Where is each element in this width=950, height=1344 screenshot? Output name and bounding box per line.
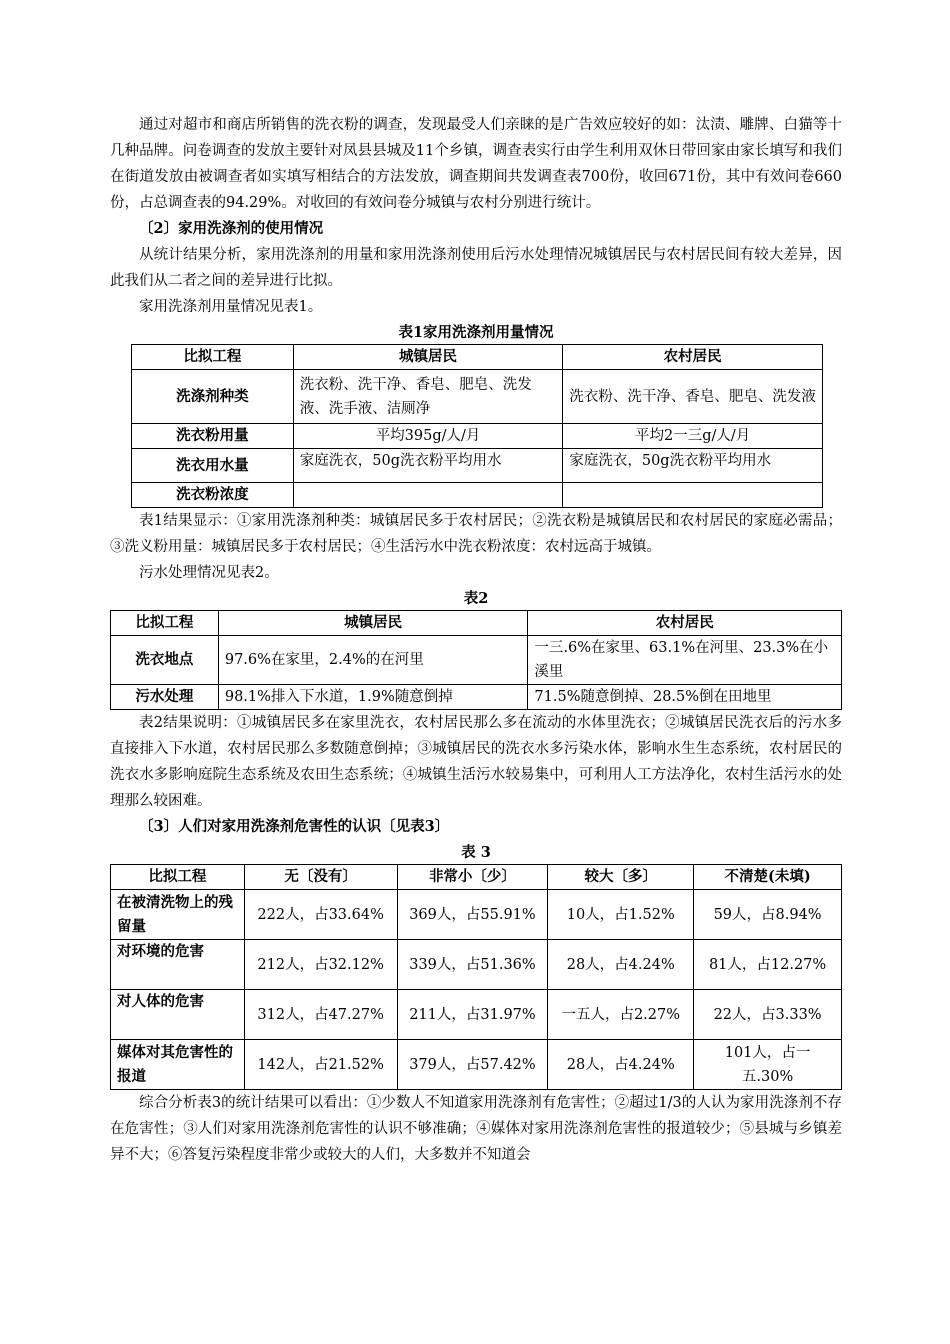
table-row [111, 636, 842, 685]
table-cell: 369人，占55.91% [397, 890, 548, 940]
table-1-result: 表1结果显示：①家用洗涤剂种类：城镇居民多于农村居民；②洗衣粉是城镇居民和农村居民的家庭必需品；③洗义粉用量：城镇居民多于农村居民；④生活污水中洗衣粉浓度：农村远高于城镇。 [110, 513, 842, 555]
table-cell: 81人，占12.27% [694, 940, 842, 990]
table-cell [563, 483, 823, 508]
table-cell: 379人，占57.42% [397, 1040, 548, 1090]
table-row [132, 449, 823, 483]
row-label: 在被清洗物上的残留量 [111, 890, 245, 940]
table-header: 农村居民 [528, 611, 842, 636]
table-cell: 洗衣粉、洗干净、香皂、肥皂、洗发液、洗手液、洁厕净 [293, 370, 563, 424]
table-3-result: 综合分析表3的统计结果可以看出：①少数人不知道家用洗涤剂有危害性；②超过1/3的人认为家用洗涤剂不存在危害性；③人们对家用洗涤剂危害性的认识不够准确；④媒体对家用洗涤剂危害性的报道较少；⑤县城与乡镇差异不大；⑥答复污染程度非常少或较大的人们，大多数并不知道会 [110, 1095, 842, 1163]
section-2-heading: 〔2〕家用洗涤剂的使用情况 [139, 220, 324, 237]
table-header: 城镇居民 [293, 345, 563, 370]
intro-paragraph: 通过对超市和商店所销售的洗衣粉的调查，发现最受人们亲睐的是广告效应较好的如：汰渍、雕牌、白猫等十几种品牌。问卷调查的发放主要针对凤县县城及11个乡镇，调查表实行由学生利用双休日带回家由家长填写和我们在街道发放由被调查者如实填写相结合的方法发放，调查期间共发调查表700份，收回671份，其中有效问卷660份，占总调查表的94.29%。对收回的有效问卷分城镇与农村分别进行统计。 [110, 117, 842, 211]
table-cell: 339人，占51.36% [397, 940, 548, 990]
table-3 [110, 864, 842, 1090]
table-1-reference: 家用洗涤剂用量情况见表1。 [139, 299, 323, 315]
row-label: 洗涤剂种类 [132, 370, 294, 424]
table-row [132, 370, 823, 424]
table-cell: 10人，占1.52% [548, 890, 694, 940]
table-cell [293, 483, 563, 508]
table-cell: 97.6%在家里，2.4%的在河里 [218, 636, 528, 685]
row-label: 媒体对其危害性的报道 [111, 1040, 245, 1090]
table-header: 比拟工程 [111, 865, 245, 890]
table-2-caption: 表2 [463, 590, 489, 607]
document-page [110, 112, 842, 1168]
table-header: 城镇居民 [218, 611, 528, 636]
row-label: 洗衣粉浓度 [132, 483, 294, 508]
table-2-result: 表2结果说明：①城镇居民多在家里洗衣，农村居民那么多在流动的水体里洗衣；②城镇居民洗衣后的污水多直接排入下水道，农村居民那么多数随意倒掉；③城镇居民的洗衣水多污染水体，影响水生生态系统，农村居民的洗衣水多影响庭院生态系统及农田生态系统；④城镇生活污水较易集中，可利用人工方法净化，农村生活污水的处理那么较困难。 [110, 715, 842, 809]
table-row [132, 483, 823, 508]
table-header: 非常小〔少〕 [397, 865, 548, 890]
table-1 [131, 344, 823, 508]
table-cell: 一五人，占2.27% [548, 990, 694, 1040]
table-cell: 一三.6%在家里、63.1%在河里、23.3%在小溪里 [528, 636, 842, 685]
table-header: 不清楚(未填) [694, 865, 842, 890]
table-row [132, 424, 823, 449]
table-cell: 98.1%排入下水道，1.9%随意倒掉 [218, 685, 528, 710]
table-cell: 平均395g/人/月 [293, 424, 563, 449]
table-header: 较大〔多〕 [548, 865, 694, 890]
table-cell: 家庭洗衣，50g洗衣粉平均用水 [293, 449, 563, 483]
table-cell: 101人，占一五.30% [694, 1040, 842, 1090]
row-label: 对环境的危害 [111, 940, 245, 990]
table-cell: 211人，占31.97% [397, 990, 548, 1040]
table-header: 农村居民 [563, 345, 823, 370]
section-2-paragraph: 从统计结果分析，家用洗涤剂的用量和家用洗涤剂使用后污水处理情况城镇居民与农村居民间有较大差异，因此我们从二者之间的差异进行比拟。 [110, 247, 842, 289]
table-row [111, 990, 842, 1040]
table-cell: 222人，占33.64% [244, 890, 397, 940]
table-2 [110, 610, 842, 710]
table-cell: 家庭洗衣，50g洗衣粉平均用水 [563, 449, 823, 483]
table-row [132, 345, 823, 370]
row-label: 洗衣地点 [111, 636, 219, 685]
table-row [111, 611, 842, 636]
table-cell: 312人，占47.27% [244, 990, 397, 1040]
table-header: 比拟工程 [111, 611, 219, 636]
table-1-caption: 表1家用洗涤剂用量情况 [398, 324, 554, 341]
table-row [111, 890, 842, 940]
table-3-caption: 表 3 [461, 844, 491, 861]
table-cell: 28人，占4.24% [548, 940, 694, 990]
row-label: 洗衣用水量 [132, 449, 294, 483]
table-header: 无〔没有〕 [244, 865, 397, 890]
section-3-heading: 〔3〕人们对家用洗涤剂危害性的认识〔见表3〕 [139, 818, 450, 835]
table-row [111, 1040, 842, 1090]
table-row [111, 865, 842, 890]
table-cell: 212人，占32.12% [244, 940, 397, 990]
table-row [111, 940, 842, 990]
table-row [111, 685, 842, 710]
row-label: 污水处理 [111, 685, 219, 710]
table-cell: 平均2一三g/人/月 [563, 424, 823, 449]
table-header: 比拟工程 [132, 345, 294, 370]
table-cell: 142人，占21.52% [244, 1040, 397, 1090]
row-label: 对人体的危害 [111, 990, 245, 1040]
table-2-reference: 污水处理情况见表2。 [139, 565, 279, 581]
table-cell: 71.5%随意倒掉、28.5%倒在田地里 [528, 685, 842, 710]
table-cell: 洗衣粉、洗干净、香皂、肥皂、洗发液 [563, 370, 823, 424]
table-cell: 59人，占8.94% [694, 890, 842, 940]
row-label: 洗衣粉用量 [132, 424, 294, 449]
table-cell: 28人，占4.24% [548, 1040, 694, 1090]
table-cell: 22人，占3.33% [694, 990, 842, 1040]
